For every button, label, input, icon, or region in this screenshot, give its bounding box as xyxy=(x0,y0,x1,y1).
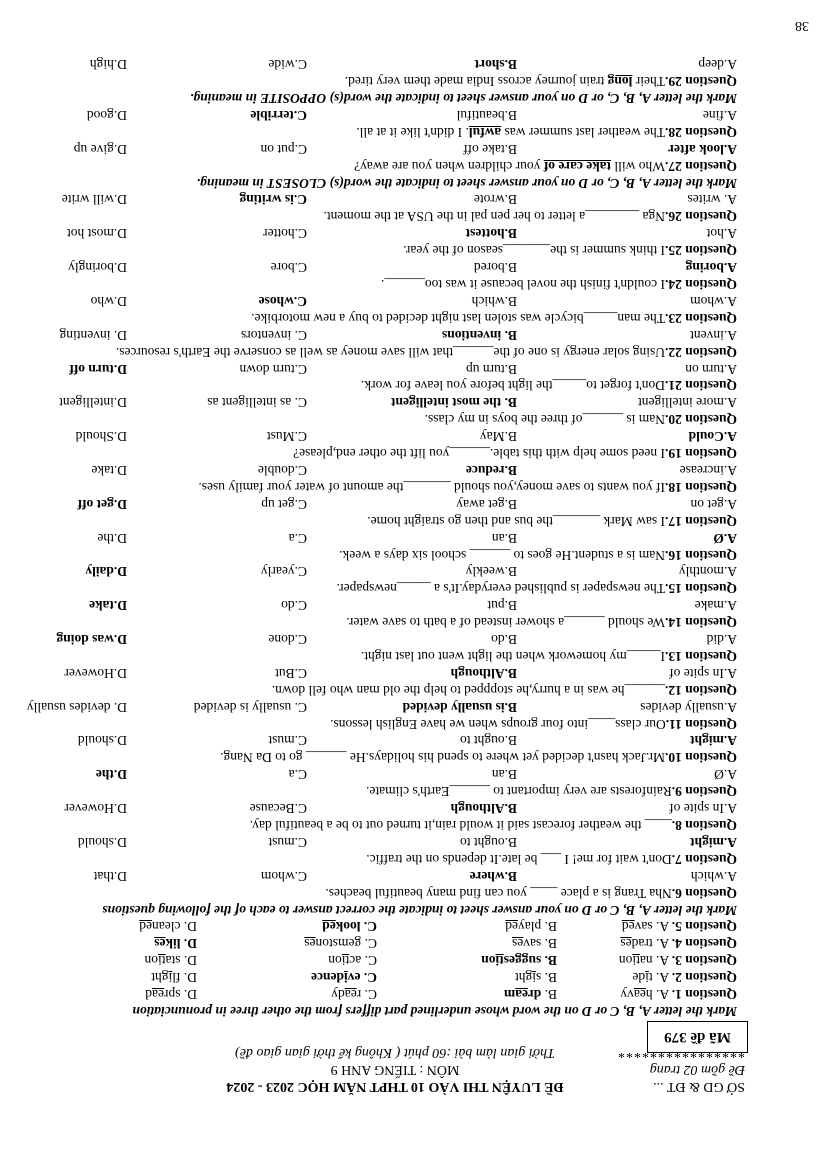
options-15 xyxy=(17,563,737,580)
question-22: Question 22.Using solar energy is one of the______that will save money as well as conserve the Earth's resources. xyxy=(115,344,737,360)
options-9 xyxy=(17,765,737,782)
answer-option: B.Although xyxy=(450,801,517,817)
answer-option: C.turn down xyxy=(239,361,307,377)
answer-option: C.do xyxy=(281,598,307,614)
answer-option: D.intelligent xyxy=(59,395,127,411)
question-13: Question 13.I_____my homework when the light went out last night. xyxy=(360,648,737,664)
question-16: Question 16.Nam is a student.He goes to ______ school six days a week. xyxy=(339,547,737,563)
instruction-pronunciation: Mark the letter A, B, C or D on the word whose underlined part differs from the other three in pronunciation xyxy=(132,1004,737,1019)
answer-option: A.might xyxy=(690,834,737,850)
answer-option: B.ought to xyxy=(459,733,517,749)
exam-body xyxy=(17,55,737,1019)
answer-option: D. devides usually xyxy=(26,699,127,715)
answer-option: D.will write xyxy=(61,192,127,208)
star-divider: **************** xyxy=(617,1045,745,1060)
question-26: Question 26.Nga ________a letter to her pen pal in the USA at the moment. xyxy=(323,209,737,225)
page-count-note: Đề gồm 02 trang xyxy=(649,1062,745,1077)
question-label: Question 1. xyxy=(671,987,737,1003)
answer-option: D.take xyxy=(89,598,127,614)
answer-option: D.daily xyxy=(85,564,127,580)
options-29 xyxy=(17,55,737,72)
question-6: Question 6.Nha Trang is a place ____ you can find many beautiful beaches. xyxy=(325,885,737,901)
answer-option: C. as intelligent as xyxy=(207,395,307,411)
answer-option: B.beautiful xyxy=(456,107,517,123)
question-21: Question 21.Don't forget to_____the light before you leave for work. xyxy=(361,378,737,394)
options-6 xyxy=(17,867,737,884)
answer-option: B.which xyxy=(471,293,517,309)
question-8: Question 8.____ the weather forecast said it would rain,it turned out to be a beautiful day. xyxy=(249,818,737,834)
answer-option: A.In spite of xyxy=(669,801,737,817)
exam-title: ĐỀ LUYỆN THI VÀO 10 THPT NĂM HỌC 2023 - 2024 xyxy=(226,1079,564,1094)
department-label: SỞ GD & ĐT ... xyxy=(653,1079,745,1094)
answer-option: B.short xyxy=(474,57,517,73)
options-28 xyxy=(17,106,737,123)
question-5: Question 5. A. saved B. played C. looked D. cleaned xyxy=(139,919,737,935)
answer-option: C.get up xyxy=(261,496,307,512)
header-center xyxy=(225,1044,565,1095)
options-16 xyxy=(17,529,737,546)
answer-option: A.Could xyxy=(688,429,737,445)
answer-option: D.that xyxy=(93,868,127,884)
options-25 xyxy=(17,224,737,241)
answer-option: D.give up xyxy=(73,141,127,157)
answer-option: C.must xyxy=(268,733,307,749)
answer-option: C.done xyxy=(268,632,307,648)
answer-option: A.hot xyxy=(706,226,737,242)
answer-option: B.get away xyxy=(456,496,517,512)
question-15: Question 15.The newspaper is published everyday.It's a _____newspaper. xyxy=(336,581,737,597)
options-13 xyxy=(17,630,737,647)
answer-option: A.increase xyxy=(679,463,737,478)
answer-option: A.turn on xyxy=(685,361,737,377)
options-26 xyxy=(17,191,737,208)
question-12: Question 12.______he was in a hurry,he stoppped to help the old man who fell down. xyxy=(271,682,737,698)
answer-option: C.put on xyxy=(260,141,307,157)
answer-option: A.Ø xyxy=(714,767,737,783)
answer-option: B.put xyxy=(487,598,517,614)
question-29: Question 29.Their long train journey across India made them very tired. xyxy=(344,74,737,90)
answer-option: D.the xyxy=(97,530,127,546)
answer-option: B.turn up xyxy=(465,361,517,377)
question-19: Question 19.I need some help with this table.______you lift the other end,please? xyxy=(293,446,737,462)
answer-option: D.boringly xyxy=(68,260,127,276)
answer-option: C.But xyxy=(275,665,307,681)
answer-option: D.take xyxy=(91,463,127,478)
answer-option: D. inventing xyxy=(59,327,127,343)
instruction-correct-answer: Mark the letter A, B, C or D on your answer sheet to indicate the correct answer to each of the following questions xyxy=(102,902,737,918)
answer-option: A.fine xyxy=(702,107,737,123)
question-11: Question 11.Our class____into four groups when we have English lessons. xyxy=(330,716,737,732)
answer-option: D.the xyxy=(95,767,127,783)
options-27 xyxy=(17,140,737,157)
options-18 xyxy=(17,461,737,478)
question-3: Question 3. A. nation B. suggestion C. action D. station xyxy=(144,953,737,969)
options-11 xyxy=(17,698,737,715)
answer-option: B.reduce xyxy=(465,463,517,478)
answer-option: D.Should xyxy=(75,429,127,445)
answer-option: A.In spite of xyxy=(669,665,737,681)
answer-option: B.ought to xyxy=(459,834,517,850)
answer-option: B.wrote xyxy=(473,192,517,208)
answer-option: A.monthly xyxy=(678,564,737,580)
answer-option: D.However xyxy=(64,665,127,681)
options-22 xyxy=(17,326,737,343)
options-21 xyxy=(17,360,737,377)
question-1: Question 1. A. heavy B. dream C. ready D. spread xyxy=(145,987,737,1003)
answer-option: D.high xyxy=(89,57,127,73)
answer-option: C.terrible xyxy=(250,107,307,123)
answer-option: A.deep xyxy=(698,57,737,73)
answer-option: D.However xyxy=(64,801,127,817)
options-10 xyxy=(17,732,737,749)
answer-option: A.which xyxy=(690,868,737,884)
instruction-closest: Mark the letter A, B, C, or D on your answer sheet to indicate the word(s) CLOSEST in meaning. xyxy=(196,175,737,191)
answer-option: B.take off xyxy=(463,141,517,157)
answer-option: A.whom xyxy=(690,293,737,309)
answer-option: B.bored xyxy=(473,260,517,276)
answer-option: B.where xyxy=(469,868,517,884)
answer-option: A.Ø xyxy=(713,530,737,546)
answer-option: D.who xyxy=(90,293,127,309)
page-number: 38 xyxy=(795,18,809,33)
answer-option: C.whose xyxy=(258,293,307,309)
answer-option: B.Although xyxy=(450,665,517,681)
answer-option: B.an xyxy=(491,530,517,546)
answer-option: D.turn off xyxy=(69,361,127,377)
answer-option: C.a xyxy=(288,530,307,546)
answer-option: A.look after xyxy=(668,141,737,157)
answer-option: A. writes xyxy=(687,192,737,208)
answer-option: A.usually devides xyxy=(640,699,737,715)
answer-option: B.hottest xyxy=(465,226,517,242)
answer-option: A.did xyxy=(706,632,737,648)
answer-option: B.do xyxy=(491,632,517,648)
answer-option: A.might xyxy=(690,733,737,749)
answer-option: B.May xyxy=(479,429,517,445)
answer-option: C.wide xyxy=(268,57,307,73)
options-14 xyxy=(17,596,737,613)
options-23 xyxy=(17,292,737,309)
answer-option: A.boring xyxy=(685,260,737,276)
answer-option: C.is writing xyxy=(239,192,307,208)
answer-option: D.should xyxy=(77,834,127,850)
answer-option: C. usually is devided xyxy=(193,699,307,715)
answer-option: C.a xyxy=(288,767,307,783)
answer-option: C.bore xyxy=(270,260,307,276)
options-7 xyxy=(17,833,737,850)
question-17: Question 17.I saw Mark _______the bus and then go straight home. xyxy=(367,513,737,529)
question-14: Question 14.We should ______a shower instead of a bath to save water. xyxy=(346,615,737,631)
answer-option: B.is usually devided xyxy=(402,699,517,715)
answer-option: D.was doing xyxy=(56,632,127,648)
question-7: Question 7.Don't wait for me! I ___ be late.It depends on the traffic. xyxy=(366,851,737,867)
options-24 xyxy=(17,258,737,275)
answer-option: D.most hot xyxy=(66,226,127,242)
answer-option: D.should xyxy=(77,733,127,749)
question-23: Question 23.The man_____bicycle was stolen last night decided to buy a new motorbike. xyxy=(251,310,737,326)
options-12 xyxy=(17,664,737,681)
answer-option: C.Must xyxy=(266,429,307,445)
answer-option: D.good xyxy=(86,107,127,123)
answer-option: B. inventions xyxy=(441,327,517,343)
answer-option: D.get off xyxy=(77,496,127,512)
options-17 xyxy=(17,495,737,512)
question-2: Question 2. A. tide B. sight C. evidence D. flight xyxy=(151,970,737,986)
time-line: Thời gian làm bài :60 phút ( Không kể thời gian giao đề) xyxy=(235,1045,555,1060)
answer-option: C.Because xyxy=(249,801,307,817)
answer-option: C.must xyxy=(268,834,307,850)
answer-option: C.hotter xyxy=(263,226,307,242)
answer-option: C.yearly xyxy=(260,564,307,580)
question-4: Question 4. A. trades B. saves C. gemstones D. likes xyxy=(154,936,737,952)
question-10: Question 10.Mr.Jack hasn't decided yet where to spend his holidays.He ______ go to Da Nang. xyxy=(220,750,737,766)
instruction-opposite: Mark the letter A, B, C, or D on your answer sheet to indicate the word(s) OPPOSITE in meaning. xyxy=(189,91,737,107)
answer-option: A.invent xyxy=(690,327,737,343)
options-19 xyxy=(17,427,737,444)
options-8 xyxy=(17,799,737,816)
answer-option: A.make xyxy=(694,598,737,614)
question-18: Question 18.If you wants to save money,you should _______the amount of water your family uses. xyxy=(198,479,737,495)
question-24: Question 24.I couldn't finish the novel because it was too______. xyxy=(380,277,737,293)
options-20 xyxy=(17,393,737,410)
answer-option: C. inventors xyxy=(241,327,307,343)
answer-option: A.more intelligent xyxy=(638,395,737,411)
answer-option: B.an xyxy=(491,767,517,783)
answer-option: C.whom xyxy=(260,868,307,884)
answer-option: B.weekly xyxy=(465,564,517,580)
answer-option: C.double xyxy=(257,463,307,478)
question-9: Question 9.Rainforests are very important to ______Earth's climate. xyxy=(366,784,737,800)
question-27: Question 27.Who will take care of your children when you are away? xyxy=(354,158,737,174)
question-20: Question 20.Nam is ______of three the boys in my class. xyxy=(424,412,737,428)
answer-option: A.get on xyxy=(690,496,737,512)
question-25: Question 25.I think summer is the_______season of the year. xyxy=(403,243,737,259)
question-28: Question 28.The weather last summer was awful. I didn't like it at all. xyxy=(356,124,737,140)
subject-line: MÔN : TIẾNG ANH 9 xyxy=(330,1062,460,1077)
answer-option: B. the most intelligent xyxy=(391,395,517,411)
exam-code-box: Mã đề 379 xyxy=(647,1021,748,1053)
